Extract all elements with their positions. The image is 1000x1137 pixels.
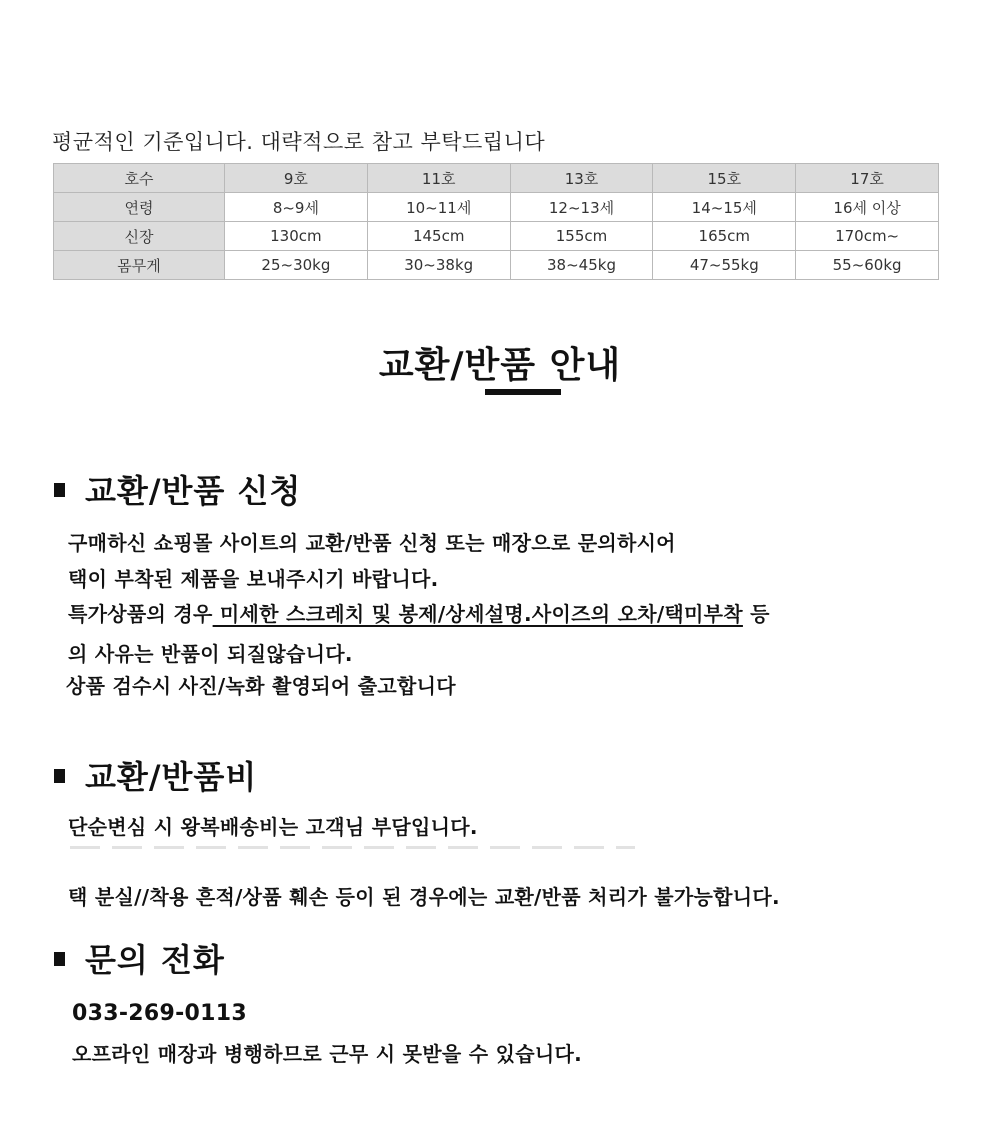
table-cell: 9호 — [225, 164, 368, 193]
section-fee-heading — [54, 752, 257, 798]
contact-phone: 033-269-0113 — [72, 1001, 247, 1026]
table-cell: 30~38kg — [367, 251, 510, 280]
apply-line-3 — [68, 598, 770, 627]
table-cell: 12~13세 — [510, 193, 653, 222]
section-contact-heading — [54, 935, 225, 981]
apply-line-3-post: 등 — [742, 602, 770, 626]
square-bullet-icon — [54, 483, 65, 497]
table-row — [54, 251, 939, 280]
table-cell: 25~30kg — [225, 251, 368, 280]
title-underline — [485, 389, 561, 395]
table-cell: 13호 — [510, 164, 653, 193]
table-row — [54, 222, 939, 251]
section-contact-title: 문의 전화 — [85, 941, 225, 979]
apply-line-3-pre: 특가상품의 경우 — [68, 602, 213, 626]
size-table — [53, 163, 939, 280]
apply-line-3-underlined: 미세한 스크레치 및 봉제/상세설명.사이즈의 오차/택미부착 — [212, 602, 743, 626]
table-cell: 38~45kg — [510, 251, 653, 280]
table-row — [54, 164, 939, 193]
table-row — [54, 193, 939, 222]
apply-line-4: 의 사유는 반품이 되질않습니다. — [68, 642, 353, 666]
table-cell: 10~11세 — [367, 193, 510, 222]
square-bullet-icon — [54, 769, 65, 783]
fee-line-1: 단순변심 시 왕복배송비는 고객님 부담입니다. — [68, 815, 478, 839]
table-cell: 145cm — [367, 222, 510, 251]
contact-note: 오프라인 매장과 병행하므로 근무 시 못받을 수 있습니다. — [72, 1042, 582, 1066]
table-cell: 155cm — [510, 222, 653, 251]
table-cell: 14~15세 — [653, 193, 796, 222]
section-apply-title: 교환/반품 신청 — [85, 472, 302, 510]
table-cell: 170cm~ — [796, 222, 939, 251]
table-row-label: 호수 — [54, 164, 225, 193]
table-cell: 16세 이상 — [796, 193, 939, 222]
square-bullet-icon — [54, 952, 65, 966]
apply-line-1: 구매하신 쇼핑몰 사이트의 교환/반품 신청 또는 매장으로 문의하시어 — [68, 531, 676, 555]
size-note: 평균적인 기준입니다. 대략적으로 참고 부탁드립니다 — [52, 130, 546, 154]
table-cell: 17호 — [796, 164, 939, 193]
page-title: 교환/반품 안내 — [378, 345, 622, 386]
table-cell: 165cm — [653, 222, 796, 251]
faded-text-line — [70, 846, 635, 849]
table-row-label: 신장 — [54, 222, 225, 251]
table-row-label: 몸무게 — [54, 251, 225, 280]
table-cell: 130cm — [225, 222, 368, 251]
section-fee-title: 교환/반품비 — [85, 758, 258, 796]
table-cell: 15호 — [653, 164, 796, 193]
table-cell: 55~60kg — [796, 251, 939, 280]
table-cell: 8~9세 — [225, 193, 368, 222]
apply-line-2: 택이 부착된 제품을 보내주시기 바랍니다. — [68, 567, 439, 591]
apply-line-5: 상품 검수시 사진/녹화 촬영되어 출고합니다 — [66, 674, 456, 698]
table-cell: 47~55kg — [653, 251, 796, 280]
section-apply-heading — [54, 466, 301, 512]
table-row-label: 연령 — [54, 193, 225, 222]
fee-line-2: 택 분실//착용 흔적/상품 훼손 등이 된 경우에는 교환/반품 처리가 불가능합니다. — [68, 885, 780, 909]
table-cell: 11호 — [367, 164, 510, 193]
